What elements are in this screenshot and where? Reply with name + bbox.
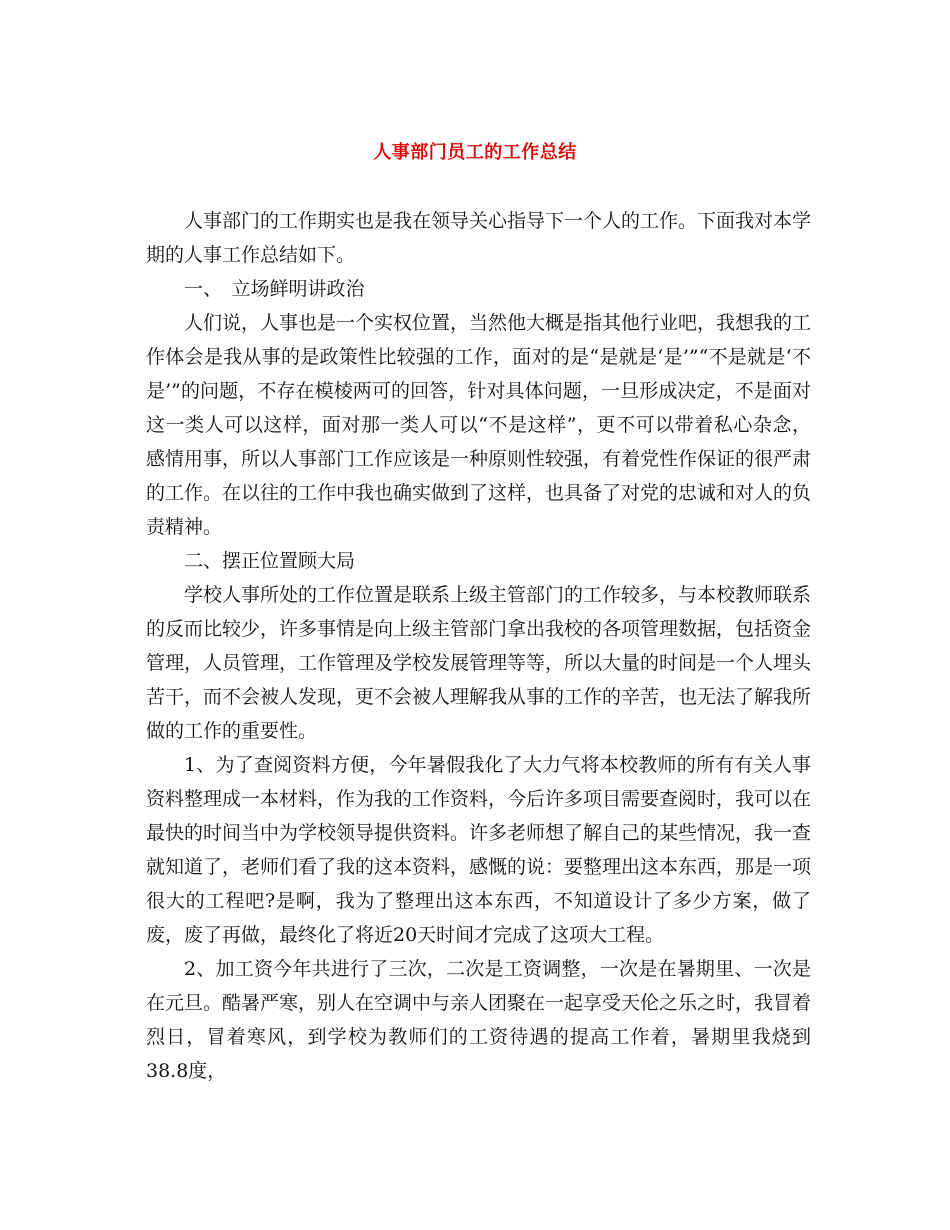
paragraph-section-1: 人们说，人事也是一个实权位置，当然他大概是指其他行业吧，我想我的工作体会是我从事的是政策性比较强的工作，面对的是“是就是‘是’”“不是就是‘不是’”的问题，不存在模棱两可的回答，针对具体问题，一旦形成决定，不是面对这一类人可以这样，面对那一类人可以“不是这样”，更不可以带着私心杂念，感情用事，所以人事部门工作应该是一种原则性较强，有着党性作保证的很严肃的工作。在以往的工作中我也确实做到了这样，也具备了对党的忠诚和对人的负责精神。 — [146, 312, 812, 538]
section-heading-2: 二、摆正位置顾大局 — [184, 550, 356, 572]
paragraph-item-1: 1、为了查阅资料方便，今年暑假我化了大力气将本校教师的所有有关人事资料整理成一本材料，作为我的工作资料，今后许多项目需要查阅时，我可以在最快的时间当中为学校领导提供资料。许多老师想了解自己的某些情况，我一查就知道了，老师们看了我的这本资料，感慨的说：要整理出这本东西，那是一项很大的工程吧?是啊，我为了整理出这本东西，不知道设计了多少方案，做了废，废了再做，最终化了将近20天时间才完成了这项大工程。 — [146, 754, 812, 946]
document-body — [146, 204, 811, 1088]
paragraph-intro: 人事部门的工作期实也是我在领导关心指导下一个人的工作。下面我对本学期的人事工作总结如下。 — [146, 210, 812, 266]
document-title: 人事部门员工的工作总结 — [373, 142, 577, 163]
paragraph-section-2: 学校人事所处的工作位置是联系上级主管部门的工作较多，与本校教师联系的反而比较少，许多事情是向上级主管部门拿出我校的各项管理数据，包括资金管理，人员管理，工作管理及学校发展管理等等，所以大量的时间是一个人埋头苦干，而不会被人发现，更不会被人理解我从事的工作的辛苦，也无法了解我所做的工作的重要性。 — [146, 584, 812, 742]
paragraph-item-2: 2、加工资今年共进行了三次，二次是工资调整，一次是在暑期里、一次是在元旦。酷暑严寒，别人在空调中与亲人团聚在一起享受天伦之乐之时，我冒着烈日，冒着寒风，到学校为教师们的工资待遇的提高工作着，暑期里我烧到38.8度， — [146, 958, 812, 1082]
section-heading-1: 一、 立场鲜明讲政治 — [184, 278, 365, 300]
